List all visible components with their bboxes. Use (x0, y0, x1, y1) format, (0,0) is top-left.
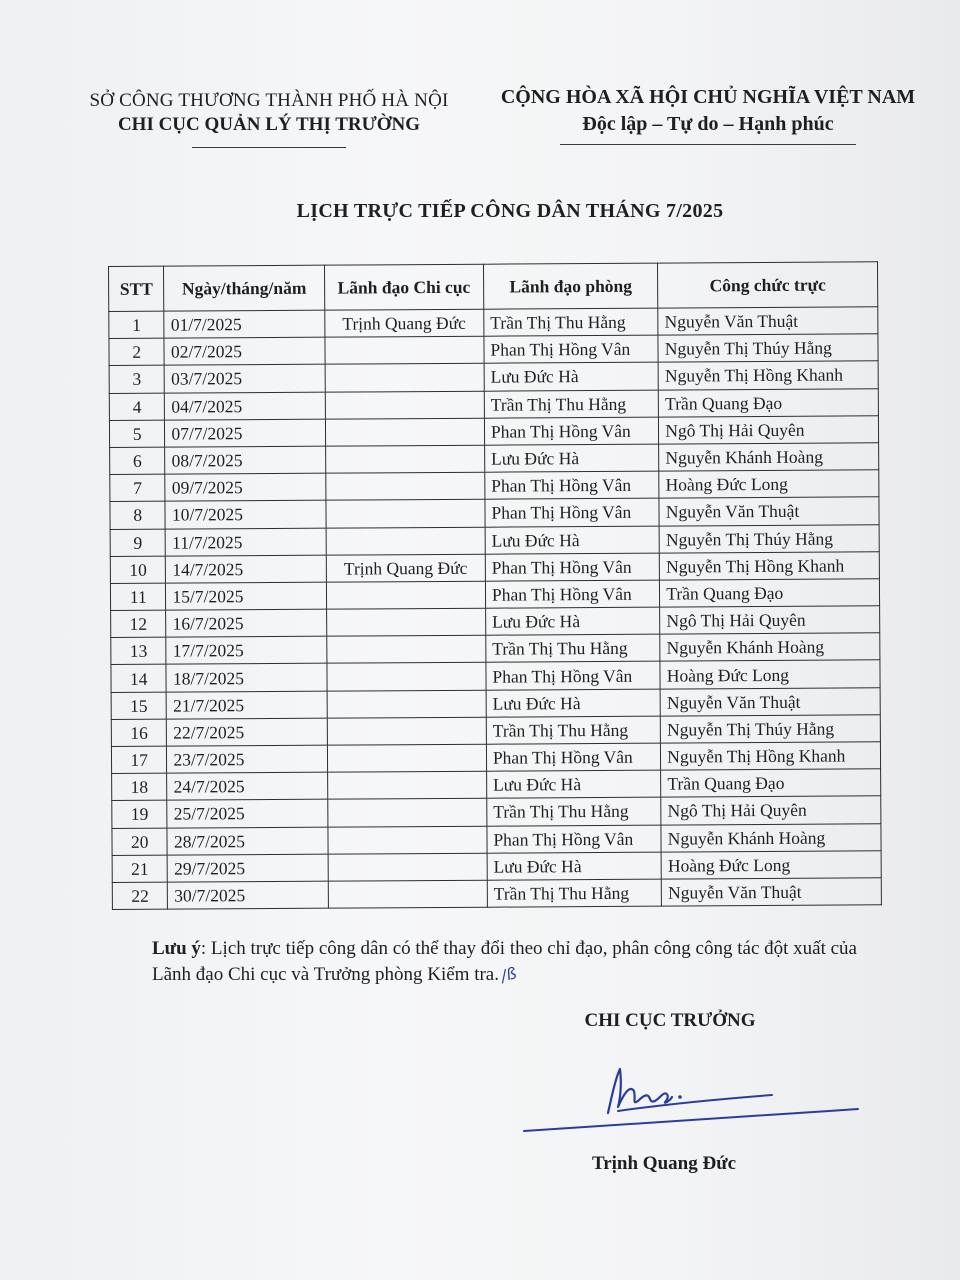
table-cell-col-stt: 20 (112, 828, 168, 856)
table-cell-col-date: 07/7/2025 (165, 419, 325, 447)
national-motto: Độc lập – Tự do – Hạnh phúc (582, 113, 834, 135)
table-cell-col-stt: 3 (109, 366, 165, 394)
document-title: LỊCH TRỰC TIẾP CÔNG DÂN THÁNG 7/2025 (296, 200, 724, 222)
signer-name: Trịnh Quang Đức (591, 1153, 737, 1174)
table-cell-col-date: 28/7/2025 (167, 827, 327, 855)
table-cell-col-dept-leader: Lưu Đức Hà (487, 770, 662, 798)
table-header-row (109, 262, 878, 312)
table-cell-col-dept-leader: Phan Thị Hồng Vân (485, 471, 660, 499)
table-header-col-branch-leader: Lãnh đạo Chi cục (324, 264, 484, 310)
table-cell-col-stt: 6 (110, 447, 166, 475)
motto-underline (560, 144, 856, 145)
table-cell-col-duty-officer: Ngô Thị Hải Quyên (661, 796, 881, 825)
table-cell-col-dept-leader: Lưu Đức Hà (486, 689, 661, 717)
national-motto-block (478, 86, 938, 145)
table-cell-col-duty-officer: Nguyễn Khánh Hoàng (661, 823, 881, 852)
table-cell-col-date: 17/7/2025 (166, 636, 326, 664)
table-cell-col-duty-officer: Nguyễn Văn Thuật (662, 878, 882, 907)
table-cell-col-branch-leader (326, 527, 485, 555)
agency-name: CHI CỤC QUẢN LÝ THỊ TRƯỜNG (117, 114, 421, 135)
table-cell-col-date: 29/7/2025 (168, 854, 328, 882)
parent-agency-name: SỞ CÔNG THƯƠNG THÀNH PHỐ HÀ NỘI (89, 90, 449, 111)
table-cell-col-duty-officer: Nguyễn Văn Thuật (659, 497, 879, 526)
table-cell-col-duty-officer: Nguyễn Thị Thúy Hằng (659, 524, 879, 553)
agency-underline (192, 147, 346, 148)
initial-mark-icon: /ß (498, 963, 519, 986)
table-cell-col-branch-leader (326, 635, 485, 663)
table-cell-col-date: 24/7/2025 (167, 772, 327, 800)
table-cell-col-date: 04/7/2025 (165, 392, 325, 420)
table-cell-col-duty-officer: Nguyễn Văn Thuật (660, 687, 880, 716)
note-label: Lưu ý (152, 938, 201, 959)
table-cell-col-branch-leader (327, 799, 486, 827)
table-cell-col-date: 15/7/2025 (166, 582, 326, 610)
table-cell-col-branch-leader (325, 391, 484, 419)
signer-title: CHI CỤC TRƯỞNG (584, 1010, 756, 1031)
table-cell-col-branch-leader (325, 418, 484, 446)
table-cell-col-branch-leader (326, 608, 485, 636)
table-cell-col-stt: 2 (109, 338, 165, 366)
table-cell-col-branch-leader (325, 472, 484, 500)
table-cell-col-stt: 13 (111, 637, 167, 665)
table-cell-col-duty-officer: Hoàng Đức Long (660, 660, 880, 689)
table-cell-col-branch-leader (328, 880, 487, 908)
table-cell-col-stt: 8 (110, 501, 166, 529)
table-cell-col-dept-leader: Lưu Đức Hà (484, 363, 659, 391)
table-cell-col-dept-leader: Lưu Đức Hà (485, 444, 660, 472)
table-cell-col-date: 21/7/2025 (167, 691, 327, 719)
table-cell-col-dept-leader: Trần Thị Thu Hằng (486, 634, 661, 662)
table-cell-col-dept-leader: Phan Thị Hồng Vân (486, 662, 661, 690)
table-cell-col-stt: 9 (110, 529, 166, 557)
signature-icon (520, 1055, 870, 1145)
table-cell-col-date: 16/7/2025 (166, 609, 326, 637)
table-header-col-date: Ngày/tháng/năm (164, 265, 325, 311)
table-cell-col-date: 30/7/2025 (168, 881, 328, 909)
table-cell-col-stt: 15 (111, 692, 167, 720)
table-cell-col-dept-leader: Lưu Đức Hà (486, 607, 661, 635)
table-cell-col-branch-leader (326, 500, 485, 528)
table-cell-col-date: 08/7/2025 (165, 446, 325, 474)
table-cell-col-dept-leader: Lưu Đức Hà (487, 852, 662, 880)
country-name: CỘNG HÒA XÃ HỘI CHỦ NGHĨA VIỆT NAM (500, 86, 916, 108)
table-header-col-stt: STT (109, 266, 165, 311)
issuing-agency-block (74, 90, 464, 148)
table-cell-col-duty-officer: Hoàng Đức Long (661, 851, 881, 880)
table-cell-col-duty-officer: Ngô Thị Hải Quyên (659, 416, 879, 445)
note-paragraph (152, 936, 872, 988)
table-cell-col-duty-officer: Ngô Thị Hải Quyên (660, 606, 880, 635)
table-cell-col-dept-leader: Phan Thị Hồng Vân (486, 743, 661, 771)
table-cell-col-duty-officer: Nguyễn Khánh Hoàng (659, 443, 879, 472)
table-cell-col-stt: 12 (111, 610, 167, 638)
table-cell-col-date: 09/7/2025 (165, 473, 325, 501)
table-cell-col-date: 02/7/2025 (164, 337, 324, 365)
table-cell-col-branch-leader: Trịnh Quang Đức (326, 554, 485, 582)
table-cell-col-duty-officer: Nguyễn Văn Thuật (658, 307, 878, 336)
table-cell-col-date: 03/7/2025 (165, 365, 325, 393)
table-cell-col-branch-leader (327, 717, 486, 745)
table-cell-col-dept-leader: Trần Thị Thu Hằng (484, 308, 659, 336)
table-cell-col-branch-leader (328, 826, 487, 854)
table-cell-col-branch-leader (327, 690, 486, 718)
table-cell-col-dept-leader: Phan Thị Hồng Vân (485, 553, 660, 581)
table-cell-col-dept-leader: Phan Thị Hồng Vân (484, 417, 659, 445)
table-cell-col-dept-leader: Phan Thị Hồng Vân (487, 825, 662, 853)
table-cell-col-duty-officer: Nguyễn Thị Hồng Khanh (661, 742, 881, 771)
table-cell-col-stt: 11 (110, 583, 166, 611)
table-cell-col-branch-leader (325, 364, 484, 392)
table-cell-col-date: 25/7/2025 (167, 800, 327, 828)
table-cell-col-branch-leader (325, 445, 484, 473)
table-header-col-dept-leader: Lãnh đạo phòng (483, 263, 658, 309)
table-cell-col-stt: 5 (109, 420, 165, 448)
table-header-col-duty-officer: Công chức trực (658, 262, 878, 308)
table-cell-col-dept-leader: Phan Thị Hồng Vân (485, 580, 660, 608)
table-cell-col-branch-leader (325, 336, 484, 364)
table-cell-col-stt: 17 (111, 746, 167, 774)
duty-schedule-table (108, 261, 882, 910)
table-cell-col-dept-leader: Trần Thị Thu Hằng (487, 798, 662, 826)
table-cell-col-date: 11/7/2025 (166, 528, 326, 556)
table-cell-col-date: 22/7/2025 (167, 718, 327, 746)
table-cell-col-dept-leader: Trần Thị Thu Hằng (487, 879, 662, 907)
table-cell-col-dept-leader: Trần Thị Thu Hằng (484, 390, 659, 418)
table-cell-col-date: 01/7/2025 (164, 310, 324, 338)
table-cell-col-dept-leader: Trần Thị Thu Hằng (486, 716, 661, 744)
table-cell-col-duty-officer: Nguyễn Thị Hồng Khanh (658, 361, 878, 390)
table-cell-col-duty-officer: Nguyễn Thị Thúy Hằng (658, 334, 878, 363)
table-cell-col-date: 14/7/2025 (166, 555, 326, 583)
table-cell-col-stt: 10 (110, 556, 166, 584)
note-text: : Lịch trực tiếp công dân có thể thay đổi theo chỉ đạo, phân công công tác đột xuất của Lãnh đạo Chi cục và Trưởng phòng Kiểm tra. (152, 938, 857, 985)
table-cell-col-branch-leader (328, 853, 487, 881)
table-cell-col-date: 23/7/2025 (167, 745, 327, 773)
table-cell-col-stt: 18 (112, 773, 168, 801)
table-cell-col-branch-leader (327, 771, 486, 799)
table-cell-col-stt: 16 (111, 719, 167, 747)
table-cell-col-branch-leader: Trịnh Quang Đức (324, 309, 483, 337)
table-cell-col-duty-officer: Nguyễn Thị Hồng Khanh (660, 551, 880, 580)
table-cell-col-duty-officer: Hoàng Đức Long (659, 470, 879, 499)
table-cell-col-date: 18/7/2025 (166, 664, 326, 692)
table-cell-col-stt: 4 (109, 393, 165, 421)
table-cell-col-branch-leader (327, 663, 486, 691)
table-cell-col-dept-leader: Phan Thị Hồng Vân (485, 498, 660, 526)
table-cell-col-duty-officer: Trần Quang Đạo (661, 769, 881, 798)
table-cell-col-stt: 14 (111, 665, 167, 693)
table-cell-col-dept-leader: Lưu Đức Hà (485, 526, 660, 554)
table-body (109, 307, 882, 910)
table-cell-col-branch-leader (327, 744, 486, 772)
table-cell-col-duty-officer: Nguyễn Thị Thúy Hằng (661, 715, 881, 744)
table-cell-col-stt: 19 (112, 801, 168, 829)
table-cell-col-stt: 1 (109, 311, 165, 339)
table-cell-col-stt: 22 (112, 882, 168, 910)
table-cell-col-dept-leader: Phan Thị Hồng Vân (484, 335, 659, 363)
table-cell-col-stt: 7 (110, 474, 166, 502)
table-cell-col-branch-leader (326, 581, 485, 609)
table-cell-col-duty-officer: Trần Quang Đạo (660, 579, 880, 608)
table-row (112, 878, 881, 910)
table-cell-col-duty-officer: Nguyễn Khánh Hoàng (660, 633, 880, 662)
table-cell-col-stt: 21 (112, 855, 168, 883)
table-cell-col-duty-officer: Trần Quang Đạo (659, 388, 879, 417)
table-cell-col-date: 10/7/2025 (165, 500, 325, 528)
